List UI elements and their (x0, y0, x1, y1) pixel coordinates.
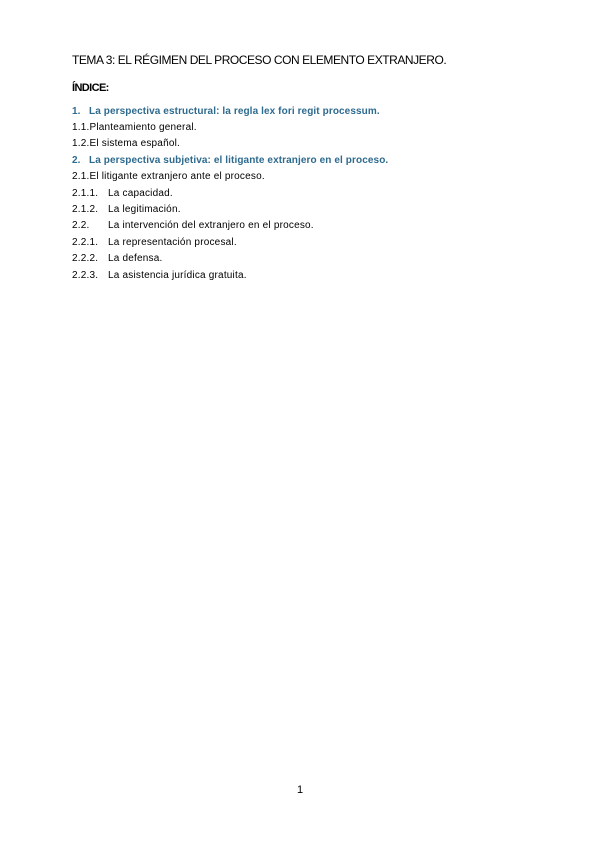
toc-entry-2-1-1 (72, 185, 532, 201)
toc-entry-text: La capacidad. (108, 187, 173, 199)
toc-entry-text: La asistencia jurídica gratuita. (108, 269, 247, 281)
toc-entry-number: 1. (72, 105, 81, 117)
toc-entry-2-1-2 (72, 201, 532, 217)
toc-entry-text: Planteamiento general. (89, 122, 197, 134)
toc-entry-2-2 (72, 218, 532, 234)
toc-entry-2-2-2 (72, 251, 532, 267)
toc-entry-number: 2.2.2. (72, 253, 99, 265)
toc-entry-text: El litigante extranjero ante el proceso. (89, 171, 265, 183)
toc-entry-number: 1.1. (72, 122, 90, 134)
toc-entry-2 (72, 152, 532, 168)
toc-entry-number: 2.1.2. (72, 204, 99, 216)
table-of-contents (72, 103, 532, 283)
toc-entry-text: El sistema español. (89, 138, 180, 150)
toc-entry-text: La intervención del extranjero en el proceso. (108, 220, 314, 232)
toc-entry-1-2 (72, 136, 532, 152)
index-heading: ÍNDICE: (72, 82, 109, 94)
toc-entry-1 (72, 103, 532, 119)
toc-entry-number: 2.1.1. (72, 187, 99, 199)
toc-entry-number: 2.2.3. (72, 269, 99, 281)
toc-entry-text: La legitimación. (108, 204, 181, 216)
toc-entry-text: La perspectiva estructural: la regla lex fori regit processum. (89, 105, 380, 117)
toc-entry-text: La perspectiva subjetiva: el litigante extranjero en el proceso. (89, 154, 389, 166)
toc-entry-number: 2.2.1. (72, 236, 99, 248)
toc-entry-2-2-1 (72, 234, 532, 250)
document-title: TEMA 3: EL RÉGIMEN DEL PROCESO CON ELEMENTO EXTRANJERO. (72, 53, 447, 67)
toc-entry-text: La defensa. (108, 253, 163, 265)
toc-entry-1-1 (72, 119, 532, 135)
toc-entry-number: 2. (72, 154, 81, 166)
page-number: 1 (296, 784, 304, 796)
toc-entry-number: 1.2. (72, 138, 90, 150)
toc-entry-number: 2.2. (72, 220, 90, 232)
toc-entry-2-2-3 (72, 267, 532, 283)
toc-entry-2-1 (72, 169, 532, 185)
toc-entry-number: 2.1. (72, 171, 90, 183)
toc-entry-text: La representación procesal. (108, 236, 237, 248)
